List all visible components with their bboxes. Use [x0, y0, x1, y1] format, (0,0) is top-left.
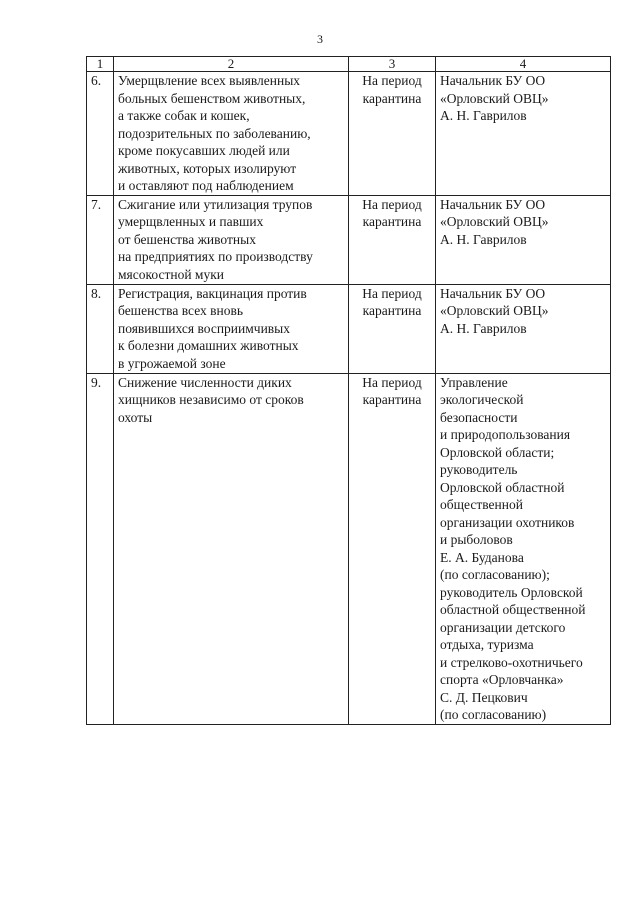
table-row [87, 284, 611, 373]
measure-text: Сжигание или утилизация трупов умерщвленных и павших от бешенства животных на предприятиях по производству мясокостной муки [114, 195, 349, 284]
page-number: 3 [317, 32, 323, 46]
column-header-4: 4 [436, 57, 611, 72]
column-header-1: 1 [87, 57, 114, 72]
responsible-text: Начальник БУ ОО «Орловский ОВЦ» А. Н. Гаврилов [436, 72, 611, 196]
row-number: 7. [87, 195, 114, 284]
table-header-row [87, 57, 611, 72]
table-row [87, 72, 611, 196]
table-row [87, 195, 611, 284]
measure-text: Снижение численности диких хищников независимо от сроков охоты [114, 373, 349, 724]
table-row [87, 373, 611, 724]
period-text: На период карантина [349, 72, 436, 196]
column-header-2: 2 [114, 57, 349, 72]
row-number: 6. [87, 72, 114, 196]
measure-text: Регистрация, вакцинация против бешенства всех вновь появившихся восприимчивых к болезни домашних животных в угрожаемой зоне [114, 284, 349, 373]
row-number: 8. [87, 284, 114, 373]
column-header-3: 3 [349, 57, 436, 72]
responsible-text: Управление экологической безопасности и природопользования Орловской области; руководитель Орловской областной общественной организации охотников и рыболовов Е. А. Буданова (по согласованию); руководитель Орловской областной общественной организации детского отдыха, туризма и стрелково-охотничьего спорта «Орловчанка» С. Д. Пецкович (по согласованию) [436, 373, 611, 724]
period-text: На период карантина [349, 195, 436, 284]
period-text: На период карантина [349, 373, 436, 724]
period-text: На период карантина [349, 284, 436, 373]
measures-table [86, 56, 611, 725]
responsible-text: Начальник БУ ОО «Орловский ОВЦ» А. Н. Гаврилов [436, 195, 611, 284]
responsible-text: Начальник БУ ОО «Орловский ОВЦ» А. Н. Гаврилов [436, 284, 611, 373]
row-number: 9. [87, 373, 114, 724]
measure-text: Умерщвление всех выявленных больных бешенством животных, а также собак и кошек, подозрительных по заболеванию, кроме покусавших людей или животных, которых изолируют и оставляют под наблюдением [114, 72, 349, 196]
